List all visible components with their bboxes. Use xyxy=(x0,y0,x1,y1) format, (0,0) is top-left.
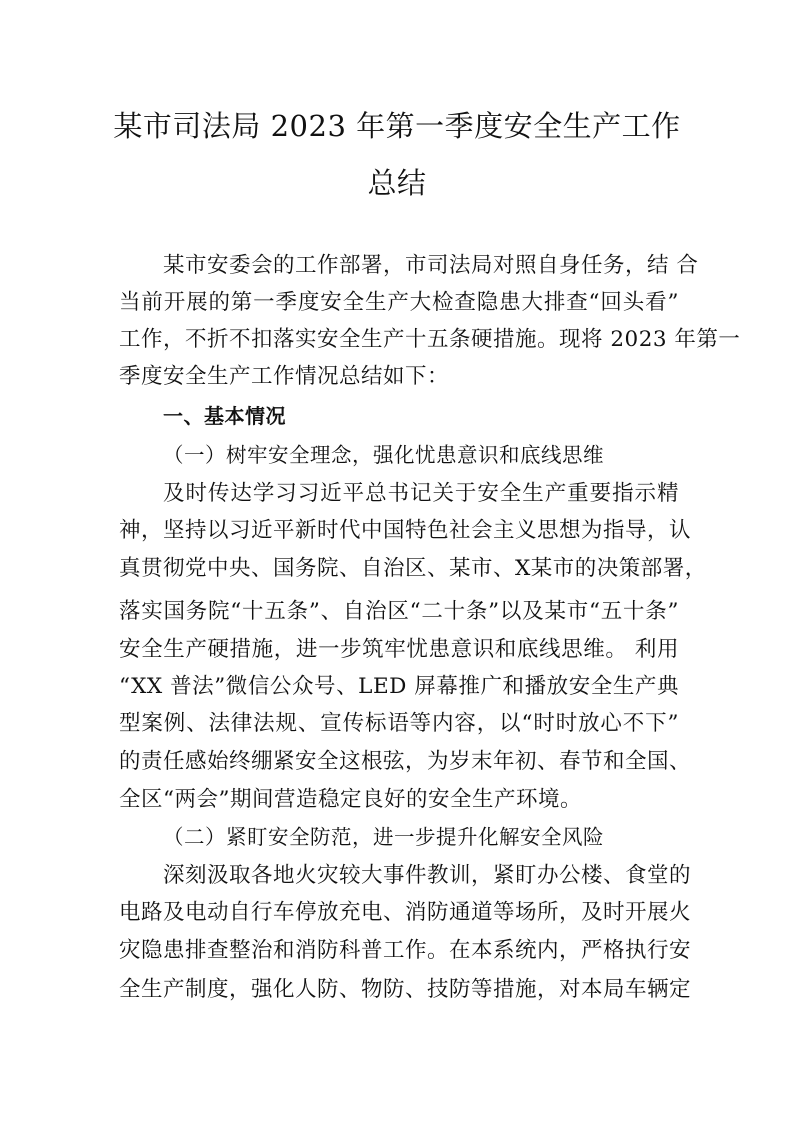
paragraph-line: 深刻汲取各地火灾较大事件教训，紧盯办公楼、食堂的 xyxy=(163,863,692,888)
paragraph-line: 型案例、法律法规、宣传标语等内容，以“时时放心不下” xyxy=(119,711,679,736)
paragraph-line: 当前开展的第一季度安全生产大检查隐患大排查“回头看” xyxy=(119,290,679,315)
paragraph-line: 电路及电动自行车停放充电、消防通道等场所，及时开展火 xyxy=(119,900,692,925)
paragraph-line: 某市安委会的工作部署，市司法局对照自身任务，结 合 xyxy=(163,253,699,278)
paragraph-line: 季度安全生产工作情况总结如下： xyxy=(119,364,450,389)
document-title-line-1: 某市司法局 2023 年第一季度安全生产工作 xyxy=(113,109,681,143)
document-title-line-2: 总结 xyxy=(367,166,427,200)
paragraph-line: 全区“两会”期间营造稳定良好的安全生产环境。 xyxy=(119,787,582,812)
paragraph-line: 的责任感始终绷紧安全这根弦，为岁末年初、春节和全国、 xyxy=(119,749,692,774)
paragraph-line: 真贯彻党中央、国务院、自治区、某市、X某市的决策部署， xyxy=(119,556,707,581)
paragraph-line: 及时传达学习习近平总书记关于安全生产重要指示精 xyxy=(163,481,679,506)
paragraph-line: 灾隐患排查整治和消防科普工作。在本系统内，严格执行安 xyxy=(119,938,692,963)
paragraph-line: 工作，不折不扣落实安全生产十五条硬措施。现将 2023 年第一 xyxy=(119,327,741,352)
section-heading: 一、基本情况 xyxy=(163,404,286,428)
paragraph-line: 落实国务院“十五条”、自治区“二十条”以及某市“五十条” xyxy=(119,599,679,624)
paragraph-line: 全生产制度，强化人防、物防、技防等措施，对本局车辆定 xyxy=(119,977,692,1002)
subsection-heading: （一）树牢安全理念，强化忧患意识和底线思维 xyxy=(163,443,604,467)
paragraph-line: “XX 普法”微信公众号、LED 屏幕推广和播放安全生产典 xyxy=(119,674,679,699)
paragraph-line: 神，坚持以习近平新时代中国特色社会主义思想为指导，认 xyxy=(119,518,692,543)
subsection-heading: （二）紧盯安全防范，进一步提升化解安全风险 xyxy=(163,825,604,849)
paragraph-line: 安全生产硬措施，进一步筑牢忧患意识和底线思维。 利用 xyxy=(119,637,679,662)
